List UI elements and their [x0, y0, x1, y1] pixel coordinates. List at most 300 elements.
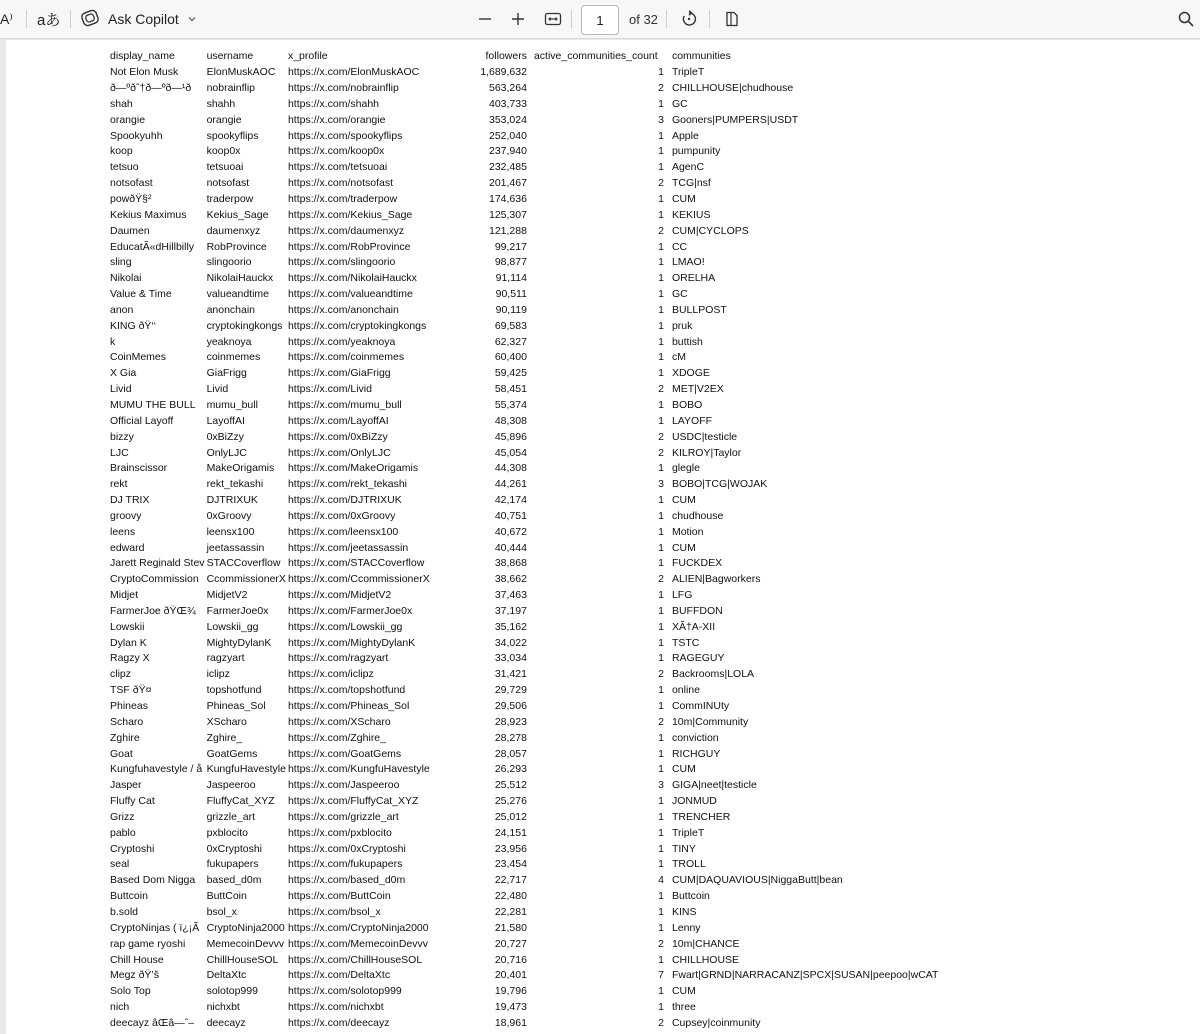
cell-x-profile: https://x.com/DeltaXtc: [287, 969, 391, 982]
toolbar-divider: [26, 10, 27, 28]
table-row: [108, 303, 1000, 319]
cell-communities: online: [671, 684, 700, 697]
cell-active-communities-count: 3: [658, 779, 664, 792]
cell-followers: 28,923: [494, 715, 527, 728]
cell-x-profile: https://x.com/notsofast: [287, 177, 393, 190]
cell-communities: Cupsey|coinmunity: [671, 1016, 761, 1029]
cell-communities: 10m|CHANCE: [671, 937, 740, 950]
table-row: [108, 366, 1000, 382]
cell-username: NikolaiHauckx: [206, 272, 274, 285]
header-username: username: [206, 50, 254, 63]
cell-x-profile: https://x.com/OnlyLJC: [287, 446, 391, 459]
cell-username: ChillHouseSOL: [206, 953, 279, 966]
cell-display-name: notsofast: [110, 177, 153, 190]
cell-display-name: Kekius Maximus: [110, 208, 187, 221]
cell-followers: 25,512: [494, 779, 527, 792]
cell-communities: conviction: [671, 731, 719, 744]
cell-followers: 18,961: [494, 1016, 527, 1029]
cell-followers: 22,480: [494, 890, 527, 903]
cell-x-profile: https://x.com/bsol_x: [287, 905, 381, 918]
cell-username: ElonMuskAOC: [206, 66, 276, 79]
cell-username: yeaknoya: [206, 335, 252, 348]
cell-followers: 22,717: [494, 874, 527, 887]
table-row: [108, 984, 1000, 1000]
cell-display-name: Midjet: [110, 589, 139, 602]
cell-username: slingoorio: [206, 256, 252, 269]
cell-x-profile: https://x.com/0xCryptoshi: [287, 842, 406, 855]
translate-button[interactable]: aあ: [37, 11, 61, 29]
table-row: [108, 556, 1000, 572]
cell-username: LayoffAI: [206, 414, 245, 427]
table-row: [108, 524, 1000, 540]
page-number-input[interactable]: 1: [581, 5, 619, 35]
cell-active-communities-count: 2: [658, 1016, 664, 1029]
cell-username: KungfuHavestyle: [206, 763, 286, 776]
cell-active-communities-count: 1: [658, 905, 664, 918]
cell-x-profile: https://x.com/MakeOrigamis: [287, 462, 419, 475]
ask-copilot-label: Ask Copilot: [108, 11, 179, 27]
cell-active-communities-count: 2: [658, 383, 664, 396]
cell-username: MemecoinDevvv: [206, 937, 285, 950]
cell-active-communities-count: 1: [658, 826, 664, 839]
cell-username: DeltaXtc: [206, 969, 247, 982]
cell-username: bsol_x: [206, 905, 237, 918]
cell-active-communities-count: 1: [658, 541, 664, 554]
cell-x-profile: https://x.com/orangie: [287, 113, 386, 126]
cell-active-communities-count: 2: [658, 224, 664, 237]
cell-username: Zghire_: [206, 731, 243, 744]
table-row: [108, 192, 1000, 208]
cell-followers: 59,425: [494, 367, 527, 380]
cell-username: MightyDylanK: [206, 636, 272, 649]
cell-followers: 237,940: [488, 145, 527, 158]
cell-x-profile: https://x.com/ElonMuskAOC: [287, 66, 420, 79]
cell-x-profile: https://x.com/mumu_bull: [287, 398, 402, 411]
cell-active-communities-count: 2: [658, 177, 664, 190]
page-view-icon[interactable]: [718, 5, 746, 33]
table-row: [108, 604, 1000, 620]
cell-display-name: Fluffy Cat: [110, 795, 155, 808]
cell-x-profile: https://x.com/nichxbt: [287, 1001, 384, 1014]
cell-communities: glegle: [671, 462, 700, 475]
cell-display-name: orangie: [110, 113, 146, 126]
cell-active-communities-count: 1: [658, 509, 664, 522]
cell-display-name: Goat: [110, 747, 133, 760]
cell-followers: 58,451: [494, 383, 527, 396]
cell-display-name: Solo Top: [110, 985, 151, 998]
cell-username: traderpow: [206, 193, 254, 206]
cell-x-profile: https://x.com/MemecoinDevvv: [287, 937, 428, 950]
table-row: [108, 128, 1000, 144]
table-row: [108, 889, 1000, 905]
cell-display-name: EducatÃ«dHillbilly: [110, 240, 195, 253]
cell-communities: XÃ†A-XII: [671, 620, 716, 633]
cell-username: mumu_bull: [206, 398, 258, 411]
table-row: [108, 223, 1000, 239]
cell-username: nichxbt: [206, 1001, 240, 1014]
cell-active-communities-count: 1: [658, 161, 664, 174]
cell-username: valueandtime: [206, 288, 270, 301]
cell-followers: 35,162: [494, 620, 527, 633]
cell-communities: AgenC: [671, 161, 705, 174]
table-row: [108, 287, 1000, 303]
cell-display-name: rap game ryoshi: [110, 937, 186, 950]
cell-display-name: Spookyuhh: [110, 129, 163, 142]
cell-username: Phineas_Sol: [206, 700, 266, 713]
copilot-icon: [80, 8, 100, 31]
cell-display-name: Buttcoin: [110, 890, 148, 903]
cell-followers: 40,751: [494, 509, 527, 522]
cell-active-communities-count: 1: [658, 810, 664, 823]
cell-display-name: CryptoCommission: [110, 573, 199, 586]
cell-communities: USDC|testicle: [671, 430, 738, 443]
cell-x-profile: https://x.com/valueandtime: [287, 288, 413, 301]
table-row: [108, 952, 1000, 968]
table-row: [108, 762, 1000, 778]
cell-x-profile: https://x.com/ChillHouseSOL: [287, 953, 423, 966]
cell-followers: 28,278: [494, 731, 527, 744]
cell-communities: LMAO!: [671, 256, 705, 269]
cell-username: Kekius_Sage: [206, 208, 269, 221]
fit-to-width-icon[interactable]: [539, 5, 567, 33]
cell-username: STACCoverflow: [206, 557, 281, 570]
cell-x-profile: https://x.com/grizzle_art: [287, 810, 399, 823]
cell-username: FluffyCat_XYZ: [206, 795, 275, 808]
cell-active-communities-count: 1: [658, 525, 664, 538]
cell-communities: JONMUD: [671, 795, 717, 808]
page-count-label: of 32: [629, 11, 658, 27]
cell-display-name: Nikolai: [110, 272, 142, 285]
cell-username: pxblocito: [206, 826, 249, 839]
cell-active-communities-count: 1: [658, 97, 664, 110]
cell-active-communities-count: 1: [658, 684, 664, 697]
cell-x-profile: https://x.com/daumenxyz: [287, 224, 405, 237]
cell-followers: 69,583: [494, 319, 527, 332]
cell-followers: 44,261: [494, 478, 527, 491]
table-row: [108, 588, 1000, 604]
rotate-icon[interactable]: [675, 5, 703, 33]
cell-communities: TCG|nsf: [671, 177, 711, 190]
cell-username: fukupapers: [206, 858, 259, 871]
ask-copilot-button[interactable]: [80, 5, 197, 33]
cell-communities: CommINUty: [671, 700, 730, 713]
cell-active-communities-count: 4: [658, 874, 664, 887]
cell-followers: 201,467: [488, 177, 527, 190]
cell-display-name: Dylan K: [110, 636, 147, 649]
cell-followers: 252,040: [488, 129, 527, 142]
cell-followers: 40,444: [494, 541, 527, 554]
cell-communities: RICHGUY: [671, 747, 721, 760]
cell-display-name: LJC: [110, 446, 129, 459]
table-row: [108, 714, 1000, 730]
table-row: [108, 730, 1000, 746]
cell-communities: TINY: [671, 842, 696, 855]
cell-followers: 45,896: [494, 430, 527, 443]
cell-communities: chudhouse: [671, 509, 724, 522]
cell-x-profile: https://x.com/LayoffAI: [287, 414, 389, 427]
cell-active-communities-count: 1: [658, 921, 664, 934]
cell-display-name: X Gia: [110, 367, 137, 380]
cell-active-communities-count: 2: [658, 430, 664, 443]
cell-username: OnlyLJC: [206, 446, 247, 459]
cell-x-profile: https://x.com/koop0x: [287, 145, 385, 158]
cell-x-profile: https://x.com/ragzyart: [287, 652, 389, 665]
search-icon[interactable]: [1172, 5, 1200, 33]
cell-display-name: Phineas: [110, 700, 148, 713]
cell-username: koop0x: [206, 145, 241, 158]
cell-communities: Gooners|PUMPERS|USDT: [671, 113, 799, 126]
cell-display-name: Brainscissor: [110, 462, 168, 475]
cell-active-communities-count: 1: [658, 351, 664, 364]
cell-followers: 38,868: [494, 557, 527, 570]
cell-display-name: DJ TRIX: [110, 494, 150, 507]
cell-username: RobProvince: [206, 240, 267, 253]
cell-communities: CUM|CYCLOPS: [671, 224, 749, 237]
cell-username: notsofast: [206, 177, 250, 190]
cell-followers: 353,024: [488, 113, 527, 126]
cell-active-communities-count: 2: [658, 937, 664, 950]
cell-display-name: Cryptoshi: [110, 842, 155, 855]
table-row: [108, 746, 1000, 762]
cell-x-profile: https://x.com/nobrainflip: [287, 82, 399, 95]
header-display-name: display_name: [110, 50, 175, 63]
cell-active-communities-count: 1: [658, 288, 664, 301]
cell-followers: 62,327: [494, 335, 527, 348]
table-row: [108, 160, 1000, 176]
header-communities: communities: [671, 50, 731, 63]
cell-active-communities-count: 1: [658, 319, 664, 332]
cell-username: shahh: [206, 97, 236, 110]
toolbar-divider: [709, 10, 710, 28]
cell-username: rekt_tekashi: [206, 478, 264, 491]
cell-x-profile: https://x.com/based_d0m: [287, 874, 406, 887]
cell-communities: Fwart|GRND|NARRACANZ|SPCX|SUSAN|peepoo|wCAT: [671, 969, 939, 982]
cell-x-profile: https://x.com/Zghire_: [287, 731, 386, 744]
table-row: [108, 1000, 1000, 1016]
cell-active-communities-count: 1: [658, 589, 664, 602]
zoom-in-icon[interactable]: [504, 5, 532, 33]
cell-communities: pruk: [671, 319, 693, 332]
cell-display-name: Zghire: [110, 731, 140, 744]
cell-communities: FUCKDEX: [671, 557, 723, 570]
cell-x-profile: https://x.com/RobProvince: [287, 240, 411, 253]
table-row: [108, 413, 1000, 429]
cell-username: coinmemes: [206, 351, 261, 364]
cell-active-communities-count: 7: [658, 969, 664, 982]
table-row: [108, 255, 1000, 271]
cell-communities: CUM: [671, 763, 696, 776]
cell-followers: 25,276: [494, 795, 527, 808]
cell-username: iclipz: [206, 668, 230, 681]
cell-communities: Apple: [671, 129, 699, 142]
cell-active-communities-count: 1: [658, 208, 664, 221]
read-aloud-button[interactable]: A⁾: [0, 10, 13, 27]
table-row: [108, 683, 1000, 699]
cell-x-profile: https://x.com/topshotfund: [287, 684, 406, 697]
cell-x-profile: https://x.com/Jaspeeroo: [287, 779, 400, 792]
cell-username: Jaspeeroo: [206, 779, 256, 792]
cell-followers: 174,636: [488, 193, 527, 206]
table-row: [108, 398, 1000, 414]
cell-communities: BULLPOST: [671, 303, 727, 316]
cell-x-profile: https://x.com/leensx100: [287, 525, 399, 538]
cell-x-profile: https://x.com/rekt_tekashi: [287, 478, 408, 491]
table-row: [108, 239, 1000, 255]
cell-communities: CHILLHOUSE|chudhouse: [671, 82, 794, 95]
cell-display-name: KING ðŸ‘‘: [110, 319, 156, 332]
cell-active-communities-count: 2: [658, 668, 664, 681]
table-row: [108, 540, 1000, 556]
cell-x-profile: https://x.com/Lowskii_gg: [287, 620, 403, 633]
cell-followers: 90,119: [495, 303, 527, 316]
cell-display-name: MUMU THE BULL: [110, 398, 196, 411]
cell-display-name: koop: [110, 145, 133, 158]
cell-display-name: Scharo: [110, 715, 144, 728]
cell-display-name: powðŸ§²: [110, 193, 152, 206]
cell-display-name: edward: [110, 541, 145, 554]
cell-communities: Buttcoin: [671, 890, 710, 903]
table-row: [108, 350, 1000, 366]
cell-communities: CUM: [671, 193, 696, 206]
cell-display-name: Chill House: [110, 953, 164, 966]
cell-x-profile: https://x.com/0xBiZzy: [287, 430, 388, 443]
cell-x-profile: https://x.com/GoatGems: [287, 747, 402, 760]
cell-followers: 98,877: [494, 256, 527, 269]
cell-active-communities-count: 1: [658, 335, 664, 348]
cell-communities: cM: [671, 351, 686, 364]
cell-followers: 403,733: [488, 97, 527, 110]
cell-communities: XDOGE: [671, 367, 710, 380]
cell-display-name: rekt: [110, 478, 128, 491]
cell-username: ButtCoin: [206, 890, 247, 903]
table-row: [108, 699, 1000, 715]
table-row: [108, 318, 1000, 334]
cell-active-communities-count: 1: [658, 636, 664, 649]
cell-display-name: ð—ºðˆ†ð—ºð—¹ð: [110, 82, 192, 95]
cell-communities: 10m|Community: [671, 715, 749, 728]
cell-x-profile: https://x.com/NikolaiHauckx: [287, 272, 417, 285]
cell-followers: 37,463: [494, 589, 527, 602]
cell-username: MakeOrigamis: [206, 462, 275, 475]
cell-username: orangie: [206, 113, 242, 126]
cell-active-communities-count: 1: [658, 700, 664, 713]
header-x-profile: x_profile: [287, 50, 328, 63]
cell-followers: 90,511: [495, 288, 527, 301]
cell-display-name: bizzy: [110, 430, 134, 443]
cell-followers: 125,307: [488, 208, 527, 221]
cell-x-profile: https://x.com/fukupapers: [287, 858, 403, 871]
table-row: [108, 176, 1000, 192]
table-row: [108, 382, 1000, 398]
table-row: [108, 477, 1000, 493]
cell-x-profile: https://x.com/coinmemes: [287, 351, 405, 364]
cell-username: grizzle_art: [206, 810, 255, 823]
cell-communities: KILROY|Taylor: [671, 446, 742, 459]
cell-username: Livid: [206, 383, 229, 396]
cell-username: spookyflips: [206, 129, 259, 142]
cell-followers: 25,012: [494, 810, 527, 823]
cell-followers: 33,034: [494, 652, 527, 665]
cell-x-profile: https://x.com/STACCoverflow: [287, 557, 425, 570]
cell-followers: 24,151: [494, 826, 527, 839]
cell-active-communities-count: 1: [658, 145, 664, 158]
cell-active-communities-count: 1: [658, 303, 664, 316]
cell-x-profile: https://x.com/Kekius_Sage: [287, 208, 413, 221]
cell-communities: three: [671, 1001, 696, 1014]
cell-x-profile: https://x.com/CryptoNinja2000: [287, 921, 429, 934]
cell-followers: 38,662: [494, 573, 527, 586]
cell-x-profile: https://x.com/0xGroovy: [287, 509, 396, 522]
cell-communities: TripleT: [671, 826, 705, 839]
table-header-row: [108, 49, 1000, 65]
table-row: [108, 857, 1000, 873]
cell-followers: 31,421: [494, 668, 527, 681]
cell-followers: 563,264: [488, 82, 527, 95]
cell-x-profile: https://x.com/KungfuHavestyle: [287, 763, 430, 776]
cell-active-communities-count: 1: [658, 731, 664, 744]
cell-active-communities-count: 1: [658, 953, 664, 966]
cell-followers: 37,197: [494, 604, 527, 617]
cell-active-communities-count: 1: [658, 66, 664, 79]
table-row: [108, 81, 1000, 97]
cell-display-name: pablo: [110, 826, 136, 839]
cell-communities: KINS: [671, 905, 697, 918]
cell-x-profile: https://x.com/GiaFrigg: [287, 367, 391, 380]
cell-followers: 20,401: [494, 969, 527, 982]
cell-followers: 44,308: [494, 462, 527, 475]
cell-x-profile: https://x.com/DJTRIXUK: [287, 494, 402, 507]
cell-display-name: CoinMemes: [110, 351, 167, 364]
cell-display-name: sling: [110, 256, 132, 269]
cell-communities: buttish: [671, 335, 703, 348]
cell-display-name: Jasper: [110, 779, 142, 792]
cell-communities: GIGA|neet|testicle: [671, 779, 757, 792]
cell-followers: 40,672: [494, 525, 527, 538]
cell-active-communities-count: 3: [658, 478, 664, 491]
cell-display-name: k: [110, 335, 116, 348]
zoom-out-icon[interactable]: [471, 5, 499, 33]
cell-display-name: FarmerJoe ðŸŒ¾: [110, 604, 196, 617]
table-row: [108, 271, 1000, 287]
cell-x-profile: https://x.com/MidjetV2: [287, 589, 392, 602]
cell-followers: 55,374: [494, 398, 527, 411]
cell-x-profile: https://x.com/Livid: [287, 383, 372, 396]
cell-x-profile: https://x.com/cryptokingkongs: [287, 319, 427, 332]
cell-active-communities-count: 1: [658, 398, 664, 411]
cell-display-name: Jarett Reginald Stev: [110, 557, 205, 570]
table-row: [108, 207, 1000, 223]
cell-communities: MET|V2EX: [671, 383, 724, 396]
cell-communities: RAGEGUY: [671, 652, 725, 665]
cell-active-communities-count: 1: [658, 763, 664, 776]
cell-username: CryptoNinja2000: [206, 921, 285, 934]
cell-display-name: Kungfuhavestyle / å: [110, 763, 203, 776]
cell-username: XScharo: [206, 715, 247, 728]
cell-x-profile: https://x.com/FluffyCat_XYZ: [287, 795, 419, 808]
cell-x-profile: https://x.com/yeaknoya: [287, 335, 396, 348]
cell-communities: CUM: [671, 985, 696, 998]
cell-username: nobrainflip: [206, 82, 256, 95]
cell-followers: 1,689,632: [480, 66, 527, 79]
cell-active-communities-count: 1: [658, 985, 664, 998]
cell-active-communities-count: 1: [658, 858, 664, 871]
table-row: [108, 920, 1000, 936]
cell-display-name: Based Dom Nigga: [110, 874, 196, 887]
cell-active-communities-count: 2: [658, 82, 664, 95]
cell-x-profile: https://x.com/Phineas_Sol: [287, 700, 410, 713]
cell-communities: CHILLHOUSE: [671, 953, 740, 966]
cell-username: GiaFrigg: [206, 367, 247, 380]
